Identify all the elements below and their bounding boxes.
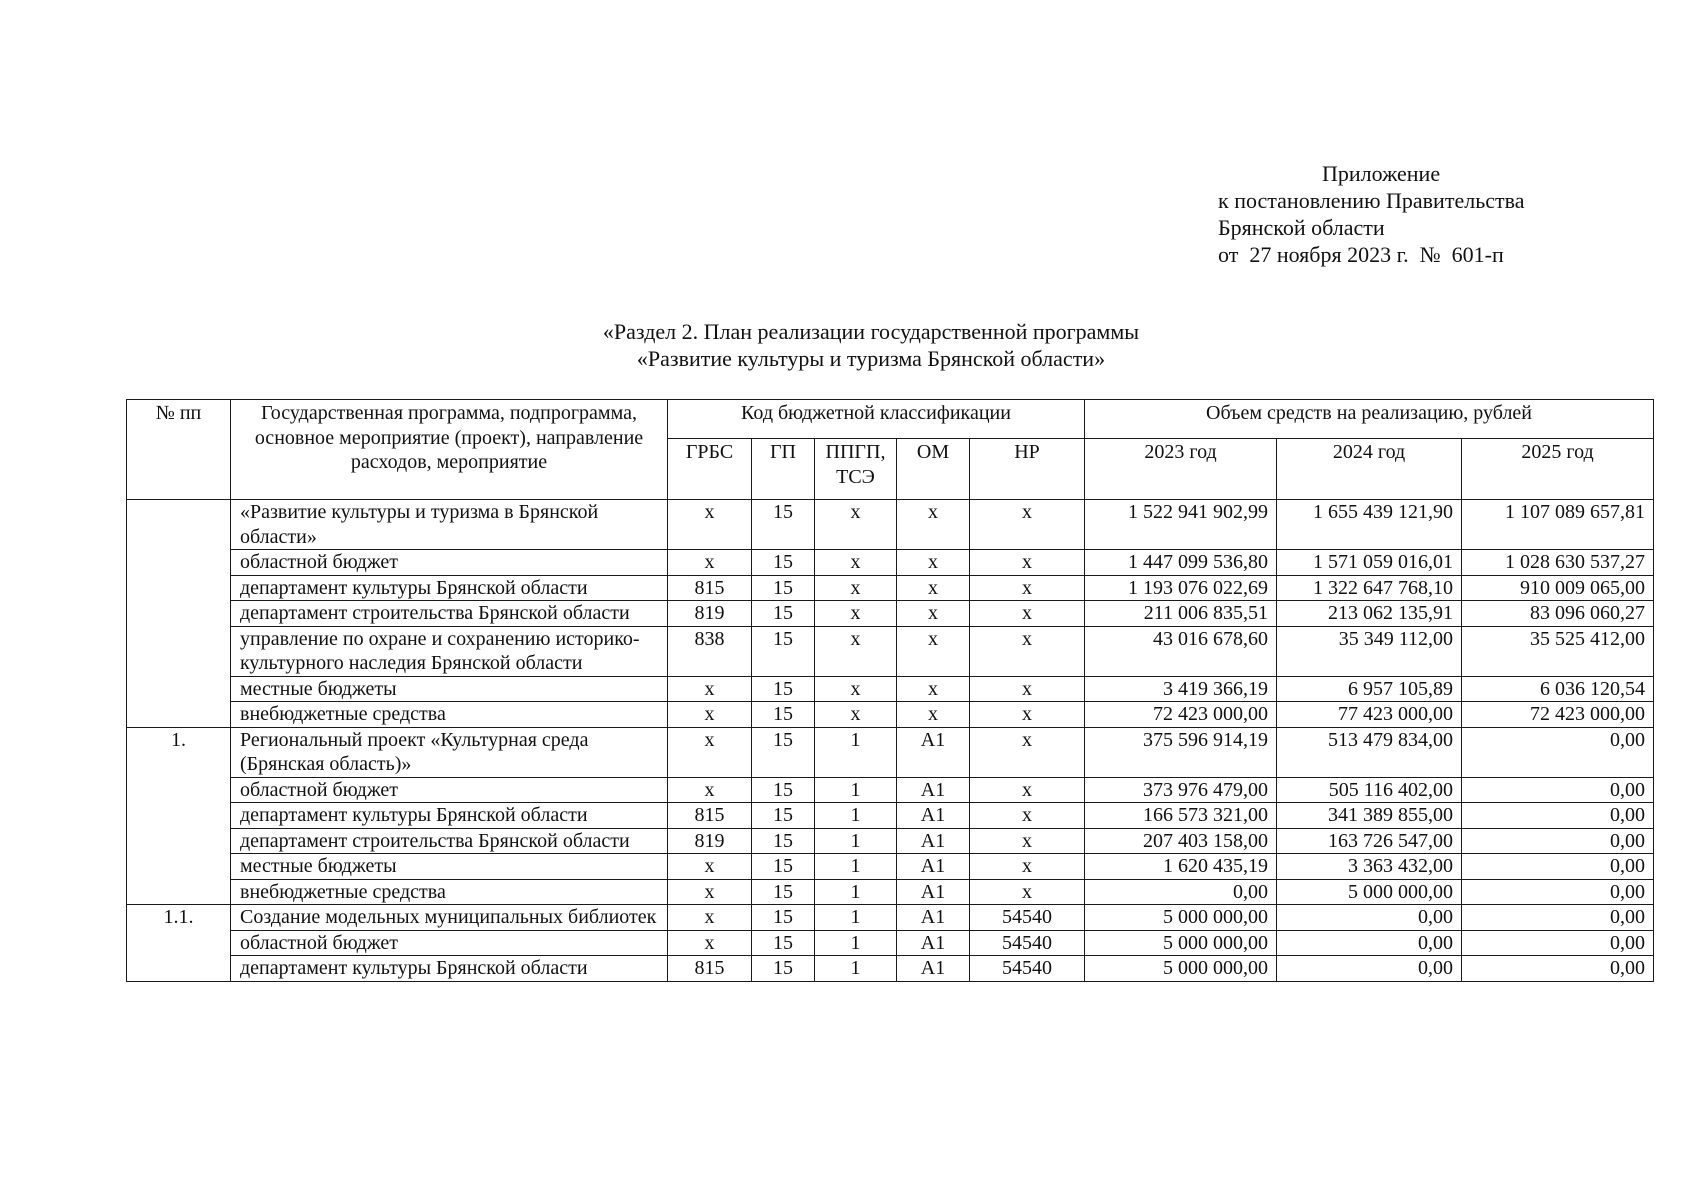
amount-2025-cell: 1 107 089 657,81 (1462, 500, 1654, 550)
om-cell: А1 (897, 854, 970, 880)
om-cell: х (897, 550, 970, 576)
table-row (127, 702, 1654, 728)
nr-cell: 54540 (970, 930, 1085, 956)
table-row (127, 803, 1654, 829)
ppgp-cell: х (815, 550, 897, 576)
amount-2025-cell: 0,00 (1462, 930, 1654, 956)
ppgp-cell: 1 (815, 803, 897, 829)
header-om: ОМ (897, 439, 970, 500)
om-cell: А1 (897, 930, 970, 956)
table-row (127, 956, 1654, 982)
grbs-cell: х (668, 727, 752, 777)
amount-2025-cell: 0,00 (1462, 854, 1654, 880)
item-name-cell: департамент строительства Брянской области (231, 601, 668, 627)
nr-cell: х (970, 727, 1085, 777)
om-cell: А1 (897, 956, 970, 982)
amount-2024-cell: 0,00 (1277, 905, 1462, 931)
nr-cell: х (970, 777, 1085, 803)
grbs-cell: 815 (668, 575, 752, 601)
grbs-cell: х (668, 905, 752, 931)
amount-2024-cell: 35 349 112,00 (1277, 626, 1462, 676)
amount-2023-cell: 72 423 000,00 (1085, 702, 1277, 728)
grbs-cell: х (668, 676, 752, 702)
om-cell: х (897, 702, 970, 728)
item-name-cell: департамент культуры Брянской области (231, 803, 668, 829)
gp-cell: 15 (752, 777, 815, 803)
om-cell: х (897, 626, 970, 676)
table-row (127, 879, 1654, 905)
table-row (127, 500, 1654, 550)
nr-cell: х (970, 601, 1085, 627)
amount-2024-cell: 1 571 059 016,01 (1277, 550, 1462, 576)
amount-2023-cell: 373 976 479,00 (1085, 777, 1277, 803)
header-year-2025: 2025 год (1462, 439, 1654, 500)
amount-2023-cell: 1 620 435,19 (1085, 854, 1277, 880)
gp-cell: 15 (752, 702, 815, 728)
amount-2024-cell: 163 726 547,00 (1277, 828, 1462, 854)
grbs-cell: 815 (668, 956, 752, 982)
item-name-cell: областной бюджет (231, 550, 668, 576)
ppgp-cell: 1 (815, 777, 897, 803)
amount-2023-cell: 166 573 321,00 (1085, 803, 1277, 829)
gp-cell: 15 (752, 828, 815, 854)
amount-2024-cell: 213 062 135,91 (1277, 601, 1462, 627)
amount-2024-cell: 77 423 000,00 (1277, 702, 1462, 728)
amount-2023-cell: 43 016 678,60 (1085, 626, 1277, 676)
grbs-cell: 819 (668, 601, 752, 627)
table-row (127, 601, 1654, 627)
grbs-cell: 815 (668, 803, 752, 829)
nr-cell: х (970, 550, 1085, 576)
amount-2025-cell: 0,00 (1462, 956, 1654, 982)
item-name-cell: внебюджетные средства (231, 702, 668, 728)
amount-2023-cell: 5 000 000,00 (1085, 930, 1277, 956)
item-name-cell: управление по охране и сохранению историко-культурного наследия Брянской области (231, 626, 668, 676)
item-name-cell: местные бюджеты (231, 676, 668, 702)
grbs-cell: х (668, 930, 752, 956)
ppgp-cell: х (815, 601, 897, 627)
amount-2023-cell: 1 522 941 902,99 (1085, 500, 1277, 550)
gp-cell: 15 (752, 956, 815, 982)
row-number-cell: 1. (127, 727, 231, 905)
nr-cell: х (970, 676, 1085, 702)
nr-cell: 54540 (970, 956, 1085, 982)
ppgp-cell: х (815, 500, 897, 550)
item-name-cell: местные бюджеты (231, 854, 668, 880)
row-number-cell: 1.1. (127, 905, 231, 982)
amount-2024-cell: 6 957 105,89 (1277, 676, 1462, 702)
ppgp-cell: х (815, 575, 897, 601)
gp-cell: 15 (752, 575, 815, 601)
gp-cell: 15 (752, 905, 815, 931)
amount-2025-cell: 35 525 412,00 (1462, 626, 1654, 676)
grbs-cell: х (668, 879, 752, 905)
amount-2023-cell: 207 403 158,00 (1085, 828, 1277, 854)
amount-2023-cell: 375 596 914,19 (1085, 727, 1277, 777)
appendix-decree-line: к постановлению Правительства (1218, 188, 1525, 213)
amount-2023-cell: 211 006 835,51 (1085, 601, 1277, 627)
heading-section-title: «Раздел 2. План реализации государственной программы (602, 319, 1140, 344)
om-cell: х (897, 676, 970, 702)
item-name-cell: внебюджетные средства (231, 879, 668, 905)
table-row (127, 777, 1654, 803)
item-name-cell: областной бюджет (231, 777, 668, 803)
amount-2025-cell: 6 036 120,54 (1462, 676, 1654, 702)
ppgp-cell: 1 (815, 828, 897, 854)
om-cell: А1 (897, 777, 970, 803)
header-year-2023: 2023 год (1085, 439, 1277, 500)
appendix-date-number: от 27 ноября 2023 г. № 601-п (1218, 242, 1504, 267)
amount-2024-cell: 3 363 432,00 (1277, 854, 1462, 880)
implementation-plan-table (126, 399, 1654, 982)
ppgp-cell: 1 (815, 956, 897, 982)
amount-2024-cell: 0,00 (1277, 930, 1462, 956)
nr-cell: х (970, 575, 1085, 601)
item-name-cell: департамент строительства Брянской области (231, 828, 668, 854)
amount-2025-cell: 0,00 (1462, 905, 1654, 931)
item-name-cell: «Развитие культуры и туризма в Брянской области» (231, 500, 668, 550)
amount-2024-cell: 0,00 (1277, 956, 1462, 982)
gp-cell: 15 (752, 626, 815, 676)
appendix-region-line: Брянской области (1218, 215, 1385, 240)
item-name-cell: департамент культуры Брянской области (231, 956, 668, 982)
gp-cell: 15 (752, 879, 815, 905)
nr-cell: х (970, 803, 1085, 829)
amount-2023-cell: 1 193 076 022,69 (1085, 575, 1277, 601)
ppgp-cell: 1 (815, 854, 897, 880)
grbs-cell: х (668, 702, 752, 728)
table-row (127, 905, 1654, 931)
table-body (127, 500, 1654, 982)
amount-2025-cell: 910 009 065,00 (1462, 575, 1654, 601)
nr-cell: х (970, 702, 1085, 728)
gp-cell: 15 (752, 500, 815, 550)
amount-2024-cell: 341 389 855,00 (1277, 803, 1462, 829)
nr-cell: х (970, 626, 1085, 676)
amount-2025-cell: 0,00 (1462, 777, 1654, 803)
nr-cell: х (970, 879, 1085, 905)
grbs-cell: х (668, 550, 752, 576)
gp-cell: 15 (752, 676, 815, 702)
gp-cell: 15 (752, 550, 815, 576)
header-nr: НР (970, 439, 1085, 500)
om-cell: х (897, 500, 970, 550)
amount-2023-cell: 1 447 099 536,80 (1085, 550, 1277, 576)
table-row (127, 854, 1654, 880)
heading-program-title: «Развитие культуры и туризма Брянской области» (636, 346, 1106, 371)
amount-2023-cell: 0,00 (1085, 879, 1277, 905)
item-name-cell: областной бюджет (231, 930, 668, 956)
appendix-title: Приложение (1322, 161, 1441, 186)
gp-cell: 15 (752, 930, 815, 956)
gp-cell: 15 (752, 803, 815, 829)
amount-2024-cell: 5 000 000,00 (1277, 879, 1462, 905)
om-cell: А1 (897, 879, 970, 905)
amount-2025-cell: 0,00 (1462, 803, 1654, 829)
ppgp-cell: 1 (815, 905, 897, 931)
appendix-block (1218, 160, 1524, 268)
table-row (127, 550, 1654, 576)
om-cell: х (897, 601, 970, 627)
om-cell: А1 (897, 828, 970, 854)
gp-cell: 15 (752, 601, 815, 627)
table-row (127, 930, 1654, 956)
om-cell: А1 (897, 803, 970, 829)
amount-2024-cell: 1 655 439 121,90 (1277, 500, 1462, 550)
grbs-cell: 838 (668, 626, 752, 676)
header-program-name: Государственная программа, подпрограмма, основное мероприятие (проект), направление расходов, мероприятие (231, 400, 668, 500)
amount-2025-cell: 83 096 060,27 (1462, 601, 1654, 627)
amount-2025-cell: 0,00 (1462, 727, 1654, 777)
om-cell: х (897, 575, 970, 601)
header-grbs: ГРБС (668, 439, 752, 500)
table-row (127, 727, 1654, 777)
table-row (127, 626, 1654, 676)
amount-2024-cell: 1 322 647 768,10 (1277, 575, 1462, 601)
table-row (127, 575, 1654, 601)
ppgp-cell: 1 (815, 727, 897, 777)
amount-2025-cell: 0,00 (1462, 879, 1654, 905)
ppgp-cell: х (815, 702, 897, 728)
amount-2023-cell: 3 419 366,19 (1085, 676, 1277, 702)
amount-2025-cell: 0,00 (1462, 828, 1654, 854)
om-cell: А1 (897, 727, 970, 777)
header-gp: ГП (752, 439, 815, 500)
item-name-cell: Создание модельных муниципальных библиотек (231, 905, 668, 931)
ppgp-cell: х (815, 676, 897, 702)
ppgp-cell: х (815, 626, 897, 676)
header-funding-volume: Объем средств на реализацию, рублей (1085, 400, 1654, 439)
amount-2025-cell: 72 423 000,00 (1462, 702, 1654, 728)
grbs-cell: х (668, 854, 752, 880)
header-ppgp: ППГП, ТСЭ (815, 439, 897, 500)
nr-cell: 54540 (970, 905, 1085, 931)
amount-2025-cell: 1 028 630 537,27 (1462, 550, 1654, 576)
nr-cell: х (970, 500, 1085, 550)
amount-2023-cell: 5 000 000,00 (1085, 905, 1277, 931)
gp-cell: 15 (752, 854, 815, 880)
header-row-number: № пп (127, 400, 231, 500)
item-name-cell: Региональный проект «Культурная среда (Брянская область)» (231, 727, 668, 777)
table-row (127, 676, 1654, 702)
om-cell: А1 (897, 905, 970, 931)
amount-2024-cell: 505 116 402,00 (1277, 777, 1462, 803)
nr-cell: х (970, 828, 1085, 854)
grbs-cell: 819 (668, 828, 752, 854)
document-heading (0, 318, 1695, 372)
amount-2024-cell: 513 479 834,00 (1277, 727, 1462, 777)
item-name-cell: департамент культуры Брянской области (231, 575, 668, 601)
nr-cell: х (970, 854, 1085, 880)
grbs-cell: х (668, 500, 752, 550)
grbs-cell: х (668, 777, 752, 803)
ppgp-cell: 1 (815, 879, 897, 905)
row-number-cell (127, 500, 231, 728)
amount-2023-cell: 5 000 000,00 (1085, 956, 1277, 982)
ppgp-cell: 1 (815, 930, 897, 956)
table-row (127, 828, 1654, 854)
header-budget-code: Код бюджетной классификации (668, 400, 1085, 439)
header-year-2024: 2024 год (1277, 439, 1462, 500)
gp-cell: 15 (752, 727, 815, 777)
